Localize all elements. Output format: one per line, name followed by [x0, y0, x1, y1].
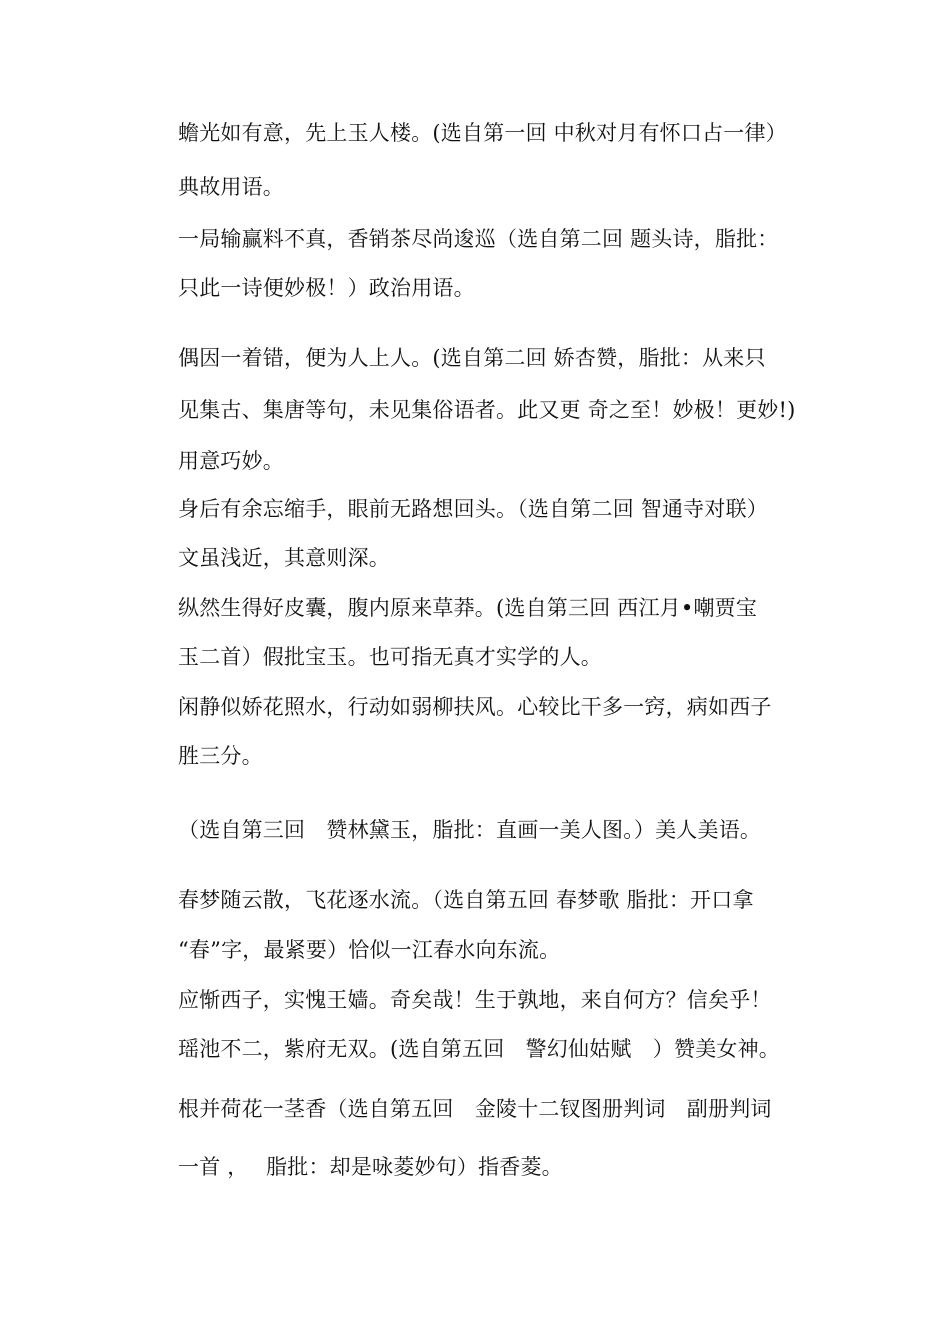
text-line-6: 见集古、集唐等句，未见集俗语者。此又更 奇之至！妙极！更妙!) [178, 398, 796, 422]
text-line-4: 只此一诗便妙极！）政治用语。 [178, 276, 475, 300]
text-line-1: 蟾光如有意，先上玉人楼。(选自第一回 中秋对月有怀口占一律） [178, 121, 787, 145]
text-line-14: （选自第三回 赞林黛玉，脂批：直画一美人图。）美人美语。 [178, 818, 762, 842]
text-line-18: 瑶池不二，紫府无双。(选自第五回 警幻仙姑赋 ）赞美女神。 [178, 1037, 780, 1061]
text-line-3: 一局输赢料不真，香销茶尽尚逡巡（选自第二回 题头诗，脂批： [178, 227, 779, 251]
text-line-20: 一首 ， 脂批：却是咏菱妙句）指香菱。 [178, 1155, 563, 1179]
text-line-13: 胜三分。 [178, 744, 263, 768]
text-line-9: 文虽浅近，其意则深。 [178, 546, 390, 570]
text-line-11: 玉二首）假批宝玉。也可指无真才实学的人。 [178, 645, 602, 669]
text-line-12: 闲静似娇花照水，行动如弱柳扶风。心较比干多一窍，病如西子 [178, 695, 772, 719]
text-line-16: “春”字，最紧要）恰似一江春水向东流。 [178, 938, 561, 962]
text-line-8: 身后有余忘缩手，眼前无路想回头。（选自第二回 智通寺对联） [178, 497, 768, 521]
text-line-19: 根并荷花一茎香（选自第五回 金陵十二钗图册判词 副册判词 [178, 1097, 772, 1121]
text-line-5: 偶因一着错，便为人上人。(选自第二回 娇杏赞，脂批：从来只 [178, 346, 766, 370]
text-line-15: 春梦随云散，飞花逐水流。（选自第五回 春梦歌 脂批：开口拿 [178, 888, 754, 912]
text-line-10: 纵然生得好皮囊，腹内原来草莽。(选自第三回 西江月•嘲贾宝 [178, 596, 758, 620]
text-line-2: 典故用语。 [178, 175, 284, 199]
text-line-17: 应惭西子，实愧王嫱。奇矣哉！生于孰地，来自何方？信矣乎！ [178, 988, 772, 1012]
text-line-7: 用意巧妙。 [178, 449, 284, 473]
